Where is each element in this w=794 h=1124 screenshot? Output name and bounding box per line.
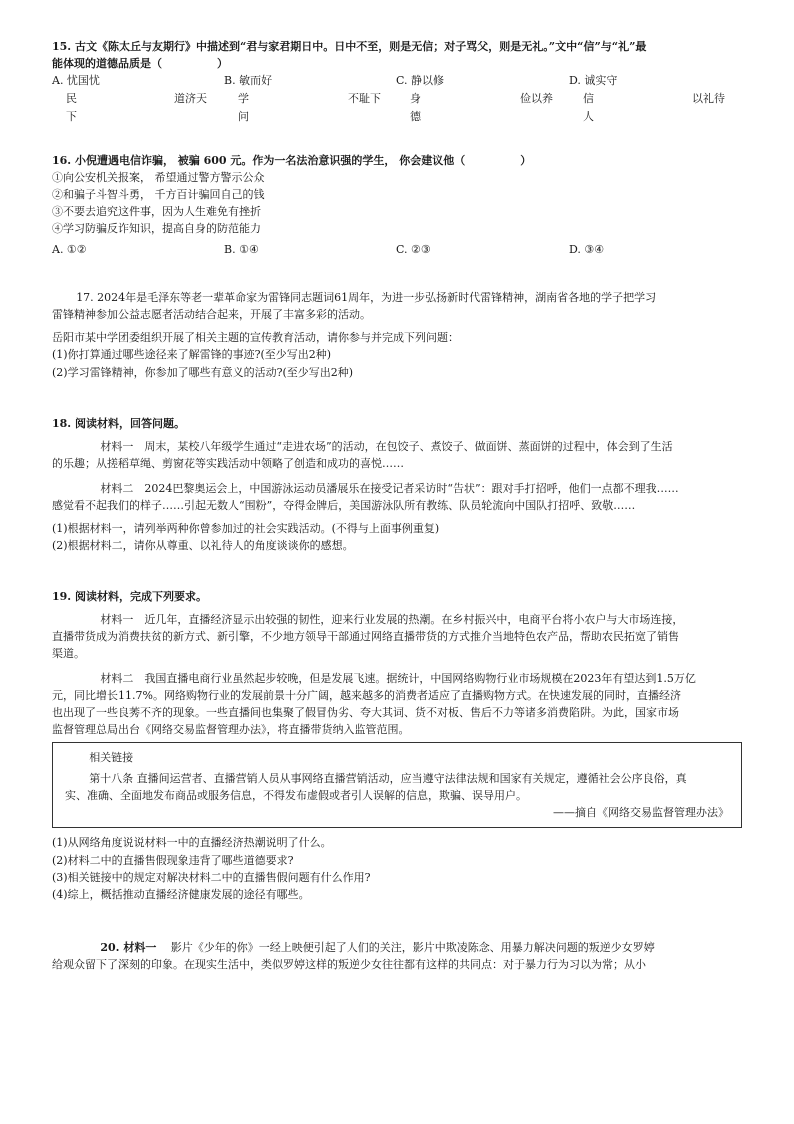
q15-option-b-part3: 不耻下 [348, 92, 381, 106]
question-16 [52, 152, 742, 261]
exam-page [52, 38, 742, 973]
q19-material1-line3: 渠道。 [52, 647, 85, 661]
q18-material1-label: 材料一 [100, 439, 134, 453]
q16-option-d[interactable]: D. ③④ [569, 243, 605, 257]
q15-option-c[interactable]: C. 静以修 [396, 74, 445, 88]
related-link-source: ——摘自《网络交易监督管理办法》 [553, 806, 729, 820]
question-17 [52, 289, 742, 380]
q19-material2-label: 材料二 [100, 672, 134, 686]
q19-material2-line4: 监督管理总局出台《网络交易监督管理办法》，将直播带货纳入监管范围。 [52, 723, 410, 737]
q20-line1: 影片《少年的你》一经上映便引起了人们的关注，影片中欺凌陈念、用暴力解决问题的叛逆少女罗婷 [170, 940, 655, 954]
q15-stem-line2: 能体现的道德品质是（ ） [52, 57, 228, 71]
q19-sub4: (4)综上，概括推动直播经济健康发展的途径有哪些。 [52, 887, 310, 901]
q18-material2-line1: 2024巴黎奥运会上，中国游泳运动员潘展乐在接受记者采访时“告状”：跟对手打招呼，他们一点都不理我…… [144, 481, 679, 495]
q18-material2-line2: 感觉看不起我们的样子……引起无数人“围粉”，夺得金牌后，美国游泳队所有教练、队员轮流向中国队打招呼、致敬…… [52, 498, 636, 512]
q16-options [52, 241, 742, 261]
q19-material1-line1: 近几年，直播经济显示出较强的韧性，迎来行业发展的热潮。在乡村振兴中，电商平台将小农户与大市场连接， [144, 612, 684, 626]
q19-material1-label: 材料一 [100, 612, 134, 626]
q20-label: 20. 材料一 [100, 940, 157, 954]
q15-option-d-part3: 以礼待 [692, 92, 725, 106]
q15-option-a-part2: 民 [66, 92, 77, 106]
related-link-box [52, 742, 742, 828]
q15-option-c-part2: 身 [410, 92, 421, 106]
q15-option-d-part4: 人 [583, 110, 594, 124]
q19-sub1: (1)从网络角度说说材料一中的直播经济热潮说明了什么。 [52, 836, 332, 850]
q16-item-1: ①向公安机关报案， 希望通过警方警示公众 [52, 171, 265, 185]
q15-option-c-part4: 德 [410, 110, 421, 124]
q17-line1: 17. 2024年是毛泽东等老一辈革命家为雷锋同志题词61周年，为进一步弘扬新时代雷锋精神，湖南省各地的学子把学习 [76, 291, 657, 305]
q15-option-a-part4: 下 [66, 110, 77, 124]
q17-line3: 岳阳市某中学团委组织开展了相关主题的宣传教育活动，请你参与并完成下列问题： [52, 331, 459, 345]
q19-sub2: (2)材料二中的直播售假现象违背了哪些道德要求? [52, 853, 294, 867]
q19-material2-line2: 元，同比增长11.7%。网络购物行业的发展前景十分广阔，越来越多的消费者适应了直播购物方式。在快速发展的同时，直播经济 [52, 689, 681, 703]
q17-sub1: (1)你打算通过哪些途径来了解雷锋的事迹?(至少写出2种) [52, 348, 332, 362]
q17-sub2: (2)学习雷锋精神，你参加了哪些有意义的活动?(至少写出2种) [52, 365, 354, 379]
q19-material2-line3: 也出现了一些良莠不齐的现象。一些直播间也集聚了假冒伪劣、夸大其词、货不对板、售后不力等诸多消费陷阱。为此，国家市场 [52, 706, 679, 720]
q19-sub3: (3)相关链接中的规定对解决材料二中的直播售假问题有什么作用? [52, 870, 371, 884]
q18-material2-label: 材料二 [100, 481, 134, 495]
q15-options [52, 72, 742, 130]
q19-stem: 19. 阅读材料，完成下列要求。 [52, 589, 207, 603]
q18-material1-line2: 的乐趣；从搓稻草绳、剪窗花等实践活动中领略了创造和成功的喜悦…… [52, 456, 404, 470]
q15-option-b[interactable]: B. 敏而好 [224, 74, 273, 88]
q15-option-d[interactable]: D. 诚实守 [569, 74, 618, 88]
q18-stem: 18. 阅读材料，回答问题。 [52, 416, 185, 430]
related-link-title: 相关链接 [89, 751, 134, 765]
q20-line2: 给观众留下了深刻的印象。在现实生活中，类似罗婷这样的叛逆少女往往都有这样的共同点：对于暴力行为习以为常；从小 [52, 957, 646, 971]
q16-option-c[interactable]: C. ②③ [396, 243, 431, 257]
q16-option-a[interactable]: A. ①② [52, 243, 87, 257]
q15-stem-line1: 15. 古文《陈太丘与友期行》中描述到“君与家君期日中。日中不至，则是无信；对子骂父，则是无礼。”文中“信”与“礼”最 [52, 40, 647, 53]
related-link-line2: 实、准确、全面地发布商品或服务信息，不得发布虚假或者引人误解的信息，欺骗、误导用户。 [65, 789, 527, 803]
question-18 [52, 415, 742, 554]
q16-stem: 16. 小倪遭遇电信诈骗， 被骗 600 元。作为一名法治意识强的学生， 你会建议他（ ） [52, 154, 532, 168]
q15-option-b-part2: 学 [238, 92, 249, 106]
q15-option-a-part3: 道济天 [174, 92, 207, 106]
q18-sub1: (1)根据材料一，请列举两种你曾参加过的社会实践活动。(不得与上面事例重复) [52, 521, 440, 535]
q18-sub2: (2)根据材料二，请你从尊重、以礼待人的角度谈谈你的感想。 [52, 538, 354, 552]
q17-line2: 雷锋精神参加公益志愿者活动结合起来，开展了丰富多彩的活动。 [52, 308, 371, 322]
question-20 [52, 939, 742, 973]
q19-material2-line1: 我国直播电商行业虽然起步较晚，但是发展飞速。据统计，中国网络购物行业市场规模在2023年有望达到1.5万亿 [144, 672, 696, 686]
q16-option-b[interactable]: B. ①④ [224, 243, 259, 257]
q15-option-a[interactable]: A. 忧国忧 [52, 74, 100, 88]
q15-option-c-part3: 俭以养 [520, 92, 553, 106]
q19-material1-line2: 直播带货成为消费扶贫的新方式、新引擎，不少地方领导干部通过网络直播带货的方式推介当地特色农产品，帮助农民拓宽了销售 [52, 629, 679, 643]
q16-item-2: ②和骗子斗智斗勇， 千方百计骗回自己的钱 [52, 188, 265, 202]
q16-item-4: ④学习防骗反诈知识，提高自身的防范能力 [52, 222, 261, 236]
q16-item-3: ③不要去追究这件事，因为人生难免有挫折 [52, 205, 261, 219]
q18-material1-line1: 周末，某校八年级学生通过“走进农场”的活动，在包饺子、煮饺子、做面饼、蒸面饼的过程中，体会到了生活 [144, 439, 673, 453]
q15-option-b-part4: 问 [238, 110, 249, 124]
q15-option-d-part2: 信 [583, 92, 594, 106]
related-link-line1: 第十八条 直播间运营者、直播营销人员从事网络直播营销活动，应当遵守法律法规和国家有关规定，遵循社会公序良俗，真 [89, 772, 687, 786]
question-19 [52, 588, 742, 903]
question-15 [52, 38, 742, 130]
